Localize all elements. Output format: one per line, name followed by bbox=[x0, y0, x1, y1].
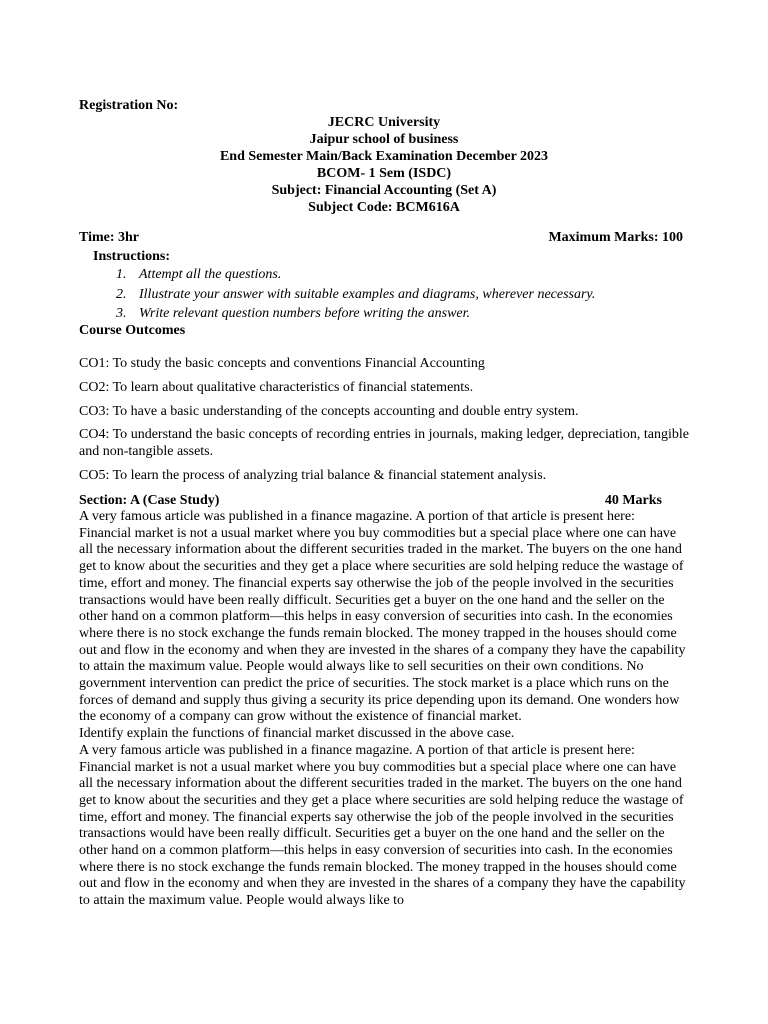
case-question: Identify explain the functions of financial market discussed in the above case. bbox=[79, 726, 515, 742]
university-name: JECRC University bbox=[327, 115, 441, 130]
instructions-title: Instructions: bbox=[93, 249, 171, 264]
course-name: BCOM- 1 Sem (ISDC) bbox=[316, 166, 452, 181]
case-study-body bbox=[79, 509, 689, 1009]
instruction-item bbox=[116, 305, 470, 322]
exam-title: End Semester Main/Back Examination December 2023 bbox=[219, 149, 549, 164]
course-outcomes-title: Course Outcomes bbox=[79, 323, 186, 338]
subject-code: Subject Code: BCM616A bbox=[308, 200, 460, 215]
case-passage-repeat: Financial market is not a usual market where you buy commodities but a special place where one can have all the necessary information about the different securities traded in the market. The buyers on the one hand get to know about the securities and they get a place where securities are sold helping reduce the wastage of time, effort and money. The financial experts say otherwise the job of the people involved in the securities transactions would have been really difficult. Securities get a buyer on the one hand and the seller on the other hand on a common platform—this helps in easy conversion of securities into cash. In the economies where there is no stock exchange the funds remain blocked. The money trapped in the houses should come out and flow in the economy and when they are invested in the shares of a company they have the capability to attain the maximum value. People would always like to bbox=[79, 759, 686, 909]
instruction-number: 3. bbox=[116, 306, 127, 321]
course-outcome-item: CO1: To study the basic concepts and conventions Financial Accounting bbox=[79, 356, 485, 371]
section-title: Section: A (Case Study) bbox=[79, 493, 220, 508]
case-passage: Financial market is not a usual market where you buy commodities but a special place where one can have all the necessary information about the different securities traded in the market. The buyers on the one hand get to know about the securities and they get a place where securities are sold helping reduce the wastage of time, effort and money. The financial experts say otherwise the job of the people involved in the securities transactions would have been really difficult. Securities get a buyer on the one hand and the seller on the other hand on a common platform—this helps in easy conversion of securities into cash. In the economies where there is no stock exchange the funds remain blocked. The money trapped in the houses should come out and flow in the economy and when they are invested in the shares of a company they have the capability to attain the maximum value. People would always like to sell securities on their own conditions. No government intervention can predict the price of securities. The stock market is a place which runs on the forces of demand and supply thus giving a security its price depending upon its demand. One wonders how the economy of a company can grow without the existence of financial market. bbox=[79, 525, 686, 725]
course-outcome-item: CO2: To learn about qualitative characteristics of financial statements. bbox=[79, 380, 474, 395]
section-marks: 40 Marks bbox=[604, 493, 662, 508]
case-intro: A very famous article was published in a finance magazine. A portion of that article is present here: bbox=[79, 509, 635, 524]
instruction-text: Attempt all the questions. bbox=[139, 267, 282, 282]
instruction-number: 2. bbox=[116, 287, 127, 302]
instruction-text: Write relevant question numbers before writing the answer. bbox=[139, 306, 471, 321]
instruction-item bbox=[116, 266, 281, 283]
course-outcome-item: CO4: To understand the basic concepts of recording entries in journals, making ledger, depreciation, tangible and non-tangible assets. bbox=[79, 427, 689, 459]
registration-label: Registration No: bbox=[79, 98, 179, 113]
instruction-number: 1. bbox=[116, 267, 127, 282]
instruction-text: Illustrate your answer with suitable examples and diagrams, wherever necessary. bbox=[139, 287, 596, 302]
max-marks-label: Maximum Marks: 100 bbox=[548, 230, 683, 245]
subject-name: Subject: Financial Accounting (Set A) bbox=[271, 183, 497, 198]
school-name: Jaipur school of business bbox=[309, 132, 459, 147]
course-outcome-item: CO3: To have a basic understanding of the concepts accounting and double entry system. bbox=[79, 404, 579, 419]
time-label: Time: 3hr bbox=[79, 230, 140, 245]
case-intro-repeat: A very famous article was published in a finance magazine. A portion of that article is present here: bbox=[79, 742, 635, 758]
instruction-item bbox=[116, 286, 595, 303]
course-outcome-item: CO5: To learn the process of analyzing trial balance & financial statement analysis. bbox=[79, 468, 547, 483]
